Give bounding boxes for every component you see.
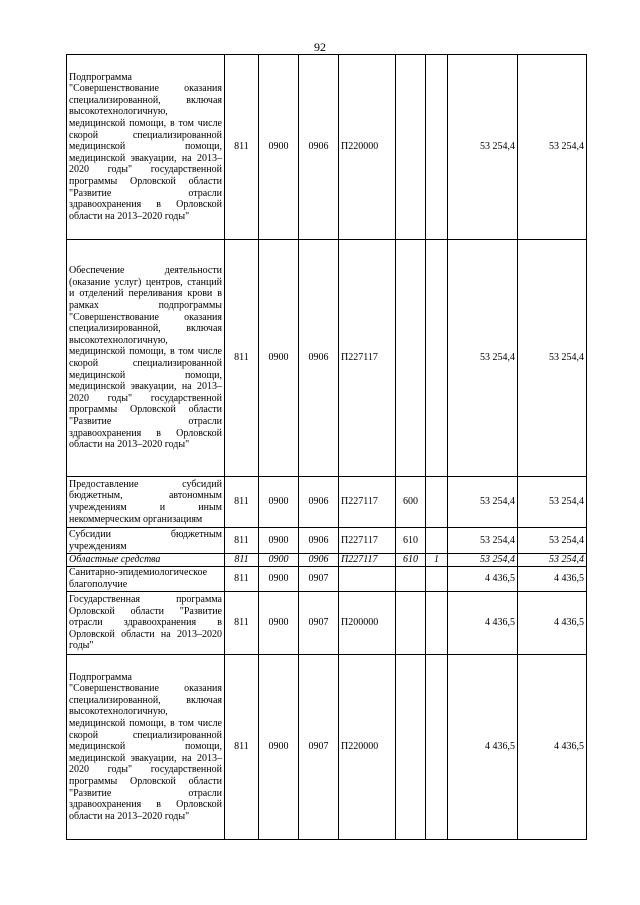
page-number: 92	[314, 40, 326, 54]
section-cell: 0900	[259, 528, 299, 554]
table-row	[67, 554, 587, 567]
source-cell	[426, 55, 448, 240]
amount-cell: 53 254,4	[448, 55, 518, 240]
subsection-cell: 0907	[299, 655, 339, 840]
source-cell	[426, 567, 448, 592]
subsection-cell: 0906	[299, 55, 339, 240]
expense-type-cell	[396, 592, 426, 655]
source-cell	[426, 477, 448, 528]
target-article-cell: П220000	[339, 655, 396, 840]
section-cell: 0900	[259, 655, 299, 840]
grbs-cell: 811	[225, 567, 259, 592]
target-article-cell	[339, 567, 396, 592]
amount-total-cell: 53 254,4	[518, 55, 587, 240]
grbs-cell: 811	[225, 655, 259, 840]
section-cell: 0900	[259, 240, 299, 477]
row-name: Санитарно-эпидемиологическое благополучие	[67, 567, 225, 592]
table-row	[67, 567, 587, 592]
table-row	[67, 592, 587, 655]
grbs-cell: 811	[225, 240, 259, 477]
target-article-cell: П200000	[339, 592, 396, 655]
amount-total-cell: 53 254,4	[518, 554, 587, 567]
expense-type-cell: 610	[396, 528, 426, 554]
target-article-cell: П227117	[339, 528, 396, 554]
grbs-cell: 811	[225, 592, 259, 655]
amount-cell: 53 254,4	[448, 240, 518, 477]
table-row	[67, 477, 587, 528]
expense-type-cell	[396, 567, 426, 592]
expense-type-cell: 600	[396, 477, 426, 528]
row-name: Областные средства	[67, 554, 225, 567]
subsection-cell: 0907	[299, 567, 339, 592]
section-cell: 0900	[259, 554, 299, 567]
target-article-cell: П227117	[339, 240, 396, 477]
amount-cell: 4 436,5	[448, 592, 518, 655]
row-name: Государственная программа Орловской области "Развитие отрасли здравоохранения в Орловской области на 2013–2020 годы"	[67, 592, 225, 655]
section-cell: 0900	[259, 567, 299, 592]
amount-total-cell: 4 436,5	[518, 655, 587, 840]
row-name: Обеспечение деятельности (оказание услуг) центров, станций и отделений переливания крови в рамках подпрограммы "Совершенствование оказания специализированной, включая высокотехнологичную, медицинской помощи, в том числе скорой специализированной медицинской помощи, медицинской эвакуации, на 2013–2020 годы" государственной программы Орловской области "Развитие отрасли здравоохранения в Орловской области на 2013–2020 годы"	[67, 240, 225, 477]
subsection-cell: 0907	[299, 592, 339, 655]
subsection-cell: 0906	[299, 528, 339, 554]
expense-type-cell	[396, 655, 426, 840]
table-row	[67, 55, 587, 240]
row-name: Предоставление субсидий бюджетным, автономным учреждениям и иным некоммерческим организациям	[67, 477, 225, 528]
amount-cell: 4 436,5	[448, 655, 518, 840]
row-name: Подпрограмма "Совершенствование оказания специализированной, включая высокотехнологичную, медицинской помощи, в том числе скорой специализированной медицинской помощи, медицинской эвакуации, на 2013–2020 годы" государственной программы Орловской области "Развитие отрасли здравоохранения в Орловской области на 2013–2020 годы"	[67, 655, 225, 840]
section-cell: 0900	[259, 477, 299, 528]
expense-type-cell	[396, 240, 426, 477]
expense-type-cell	[396, 55, 426, 240]
amount-cell: 53 254,4	[448, 477, 518, 528]
table-row	[67, 528, 587, 554]
source-cell	[426, 240, 448, 477]
grbs-cell: 811	[225, 477, 259, 528]
section-cell: 0900	[259, 55, 299, 240]
grbs-cell: 811	[225, 528, 259, 554]
table-row	[67, 240, 587, 477]
row-name: Подпрограмма "Совершенствование оказания специализированной, включая высокотехнологичную, медицинской помощи, в том числе скорой специализированной медицинской помощи, медицинской эвакуации, на 2013–2020 годы" государственной программы Орловской области "Развитие отрасли здравоохранения в Орловской области на 2013–2020 годы"	[67, 55, 225, 240]
amount-total-cell: 53 254,4	[518, 477, 587, 528]
section-cell: 0900	[259, 592, 299, 655]
row-name: Субсидии бюджетным учреждениям	[67, 528, 225, 554]
expense-type-cell: 610	[396, 554, 426, 567]
source-cell: 1	[426, 554, 448, 567]
target-article-cell: П227117	[339, 554, 396, 567]
grbs-cell: 811	[225, 55, 259, 240]
amount-cell: 4 436,5	[448, 567, 518, 592]
amount-cell: 53 254,4	[448, 554, 518, 567]
amount-total-cell: 53 254,4	[518, 528, 587, 554]
table-row	[67, 655, 587, 840]
grbs-cell: 811	[225, 554, 259, 567]
target-article-cell: П220000	[339, 55, 396, 240]
subsection-cell: 0906	[299, 240, 339, 477]
source-cell	[426, 592, 448, 655]
subsection-cell: 0906	[299, 477, 339, 528]
source-cell	[426, 528, 448, 554]
amount-total-cell: 4 436,5	[518, 567, 587, 592]
budget-table	[66, 54, 587, 840]
amount-total-cell: 53 254,4	[518, 240, 587, 477]
amount-cell: 53 254,4	[448, 528, 518, 554]
source-cell	[426, 655, 448, 840]
target-article-cell: П227117	[339, 477, 396, 528]
subsection-cell: 0906	[299, 554, 339, 567]
amount-total-cell: 4 436,5	[518, 592, 587, 655]
